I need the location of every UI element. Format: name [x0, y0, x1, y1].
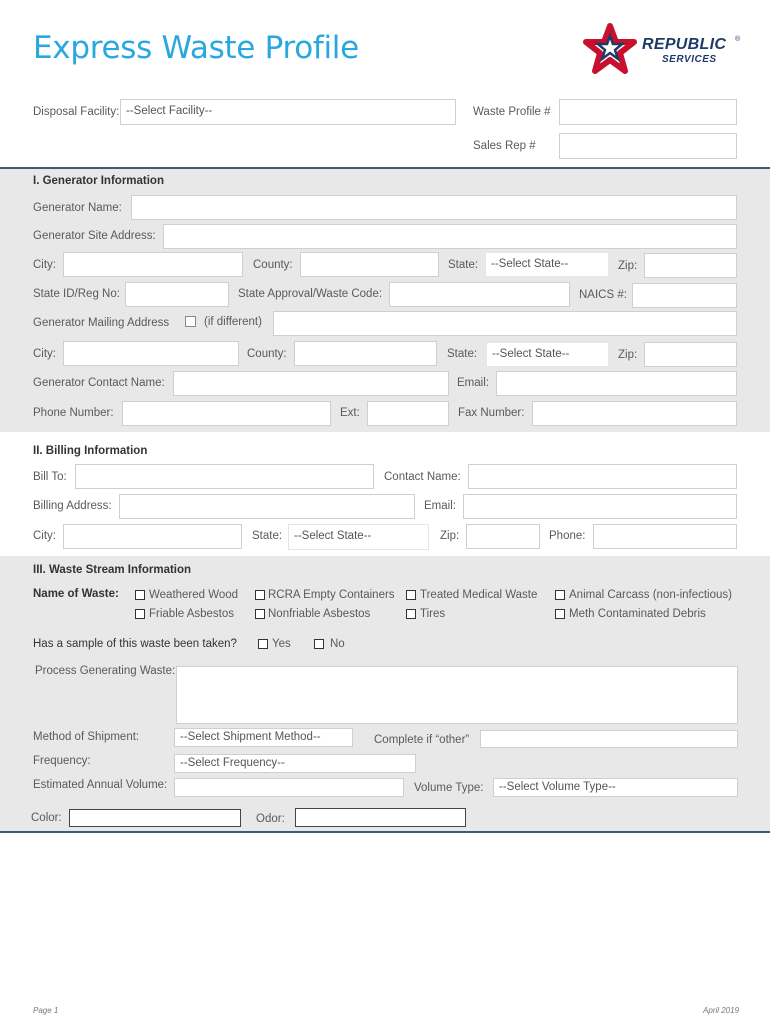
treated-medical-waste-checkbox[interactable]: [406, 590, 416, 600]
zip-input[interactable]: [644, 253, 737, 278]
zip2-label: Zip:: [618, 349, 638, 361]
billing-section: [0, 432, 770, 556]
republic-services-logo: [582, 22, 742, 78]
annual-volume-label: Estimated Annual Volume:: [33, 779, 168, 791]
name-of-waste-label: Name of Waste:: [33, 588, 119, 600]
waste-profile-input[interactable]: [559, 99, 737, 125]
rcra-empty-containers-label: RCRA Empty Containers: [268, 589, 395, 601]
star-logo-icon: [582, 22, 638, 78]
billing-phone-input[interactable]: [593, 524, 737, 549]
friable-asbestos-checkbox[interactable]: [135, 609, 145, 619]
process-generating-label: Process Generating Waste:: [35, 665, 176, 677]
state-id-label: State ID/Reg No:: [33, 288, 120, 300]
other-shipment-input[interactable]: [480, 730, 738, 748]
shipment-method-label: Method of Shipment:: [33, 731, 140, 743]
tires-label: Tires: [420, 608, 446, 620]
volume-type-label: Volume Type:: [414, 782, 484, 794]
bill-to-input[interactable]: [75, 464, 374, 489]
nonfriable-asbestos-checkbox[interactable]: [255, 609, 265, 619]
billing-zip-input[interactable]: [466, 524, 540, 549]
zip2-input[interactable]: [644, 342, 737, 367]
ext-label: Ext:: [340, 407, 360, 419]
generator-name-input[interactable]: [131, 195, 737, 220]
billing-email-label: Email:: [424, 500, 456, 512]
naics-label: NAICS #:: [579, 289, 627, 301]
state-id-input[interactable]: [125, 282, 229, 307]
county-input[interactable]: [300, 252, 439, 277]
state-select[interactable]: --Select State--: [485, 252, 609, 277]
meth-debris-checkbox[interactable]: [555, 609, 565, 619]
page-number: Page 1: [33, 1006, 59, 1015]
disposal-facility-select[interactable]: --Select Facility--: [120, 99, 456, 125]
billing-address-label: Billing Address:: [33, 500, 112, 512]
sample-yes-label: Yes: [272, 638, 291, 650]
contact-name-label: Generator Contact Name:: [33, 377, 165, 389]
bottom-divider: [0, 831, 770, 833]
meth-debris-label: Meth Contaminated Debris: [569, 608, 706, 620]
phone-number-label: Phone Number:: [33, 407, 114, 419]
if-different-checkbox[interactable]: [185, 316, 196, 327]
state2-label: State:: [447, 348, 478, 360]
logo-registered-mark: ®: [735, 36, 741, 43]
sales-rep-input[interactable]: [559, 133, 737, 159]
phone-number-input[interactable]: [122, 401, 331, 426]
city2-label: City:: [33, 348, 56, 360]
odor-label: Odor:: [256, 813, 285, 825]
state-approval-input[interactable]: [389, 282, 570, 307]
billing-contact-input[interactable]: [468, 464, 737, 489]
billing-email-input[interactable]: [463, 494, 737, 519]
billing-state-select[interactable]: --Select State--: [288, 524, 429, 550]
treated-medical-waste-label: Treated Medical Waste: [420, 589, 538, 601]
billing-city-input[interactable]: [63, 524, 242, 549]
waste-profile-label: Waste Profile #: [473, 106, 551, 118]
shipment-method-select[interactable]: --Select Shipment Method--: [174, 728, 353, 747]
email-label: Email:: [457, 377, 489, 389]
sample-no-checkbox[interactable]: [314, 639, 324, 649]
volume-type-select[interactable]: --Select Volume Type--: [493, 778, 738, 797]
process-generating-textarea[interactable]: [176, 666, 738, 724]
waste-stream-section-title: III. Waste Stream Information: [33, 564, 192, 576]
odor-input[interactable]: [295, 808, 466, 827]
billing-section-title: II. Billing Information: [33, 445, 148, 457]
state-approval-label: State Approval/Waste Code:: [238, 288, 383, 300]
state-label: State:: [448, 259, 479, 271]
frequency-label: Frequency:: [33, 755, 91, 767]
mailing-address-input[interactable]: [273, 311, 737, 336]
billing-state-label: State:: [252, 530, 283, 542]
generator-section: [0, 169, 770, 432]
weathered-wood-checkbox[interactable]: [135, 590, 145, 600]
page-title: Express Waste Profile: [33, 30, 359, 66]
billing-city-label: City:: [33, 530, 56, 542]
email-input[interactable]: [496, 371, 737, 396]
county-label: County:: [253, 259, 293, 271]
naics-input[interactable]: [632, 283, 737, 308]
mailing-address-label: Generator Mailing Address: [33, 317, 170, 329]
billing-zip-label: Zip:: [440, 530, 460, 542]
rcra-empty-containers-checkbox[interactable]: [255, 590, 265, 600]
frequency-select[interactable]: --Select Frequency--: [174, 754, 416, 773]
sample-no-label: No: [330, 638, 345, 650]
city-label: City:: [33, 259, 56, 271]
sales-rep-label: Sales Rep #: [473, 140, 536, 152]
disposal-facility-label: Disposal Facility:: [33, 106, 120, 118]
fax-number-label: Fax Number:: [458, 407, 525, 419]
annual-volume-input[interactable]: [174, 778, 404, 797]
sample-yes-checkbox[interactable]: [258, 639, 268, 649]
sample-question-label: Has a sample of this waste been taken?: [33, 638, 237, 650]
generator-section-title: I. Generator Information: [33, 175, 164, 187]
generator-site-address-label: Generator Site Address:: [33, 230, 156, 242]
logo-text-republic: REPUBLIC: [642, 36, 727, 53]
animal-carcass-label: Animal Carcass (non-infectious): [569, 589, 732, 601]
if-different-label: (if different): [204, 316, 262, 328]
ext-input[interactable]: [367, 401, 449, 426]
contact-name-input[interactable]: [173, 371, 449, 396]
friable-asbestos-label: Friable Asbestos: [149, 608, 235, 620]
nonfriable-asbestos-label: Nonfriable Asbestos: [268, 608, 371, 620]
bill-to-label: Bill To:: [33, 471, 67, 483]
weathered-wood-label: Weathered Wood: [149, 589, 239, 601]
city-input[interactable]: [63, 252, 243, 277]
complete-if-other-label: Complete if “other”: [374, 734, 470, 746]
animal-carcass-checkbox[interactable]: [555, 590, 565, 600]
city2-input[interactable]: [63, 341, 239, 366]
generator-site-address-input[interactable]: [163, 224, 737, 249]
waste-stream-section: [0, 556, 770, 831]
fax-number-input[interactable]: [532, 401, 737, 426]
color-input[interactable]: [69, 809, 241, 827]
color-label: Color:: [31, 812, 62, 824]
billing-phone-label: Phone:: [549, 530, 586, 542]
county2-label: County:: [247, 348, 287, 360]
generator-name-label: Generator Name:: [33, 202, 122, 214]
billing-contact-label: Contact Name:: [384, 471, 461, 483]
state2-select[interactable]: --Select State--: [486, 342, 609, 367]
revision-date: April 2019: [703, 1006, 740, 1015]
tires-checkbox[interactable]: [406, 609, 416, 619]
logo-text-services: SERVICES: [662, 54, 717, 65]
billing-address-input[interactable]: [119, 494, 415, 519]
zip-label: Zip:: [618, 260, 638, 272]
county2-input[interactable]: [294, 341, 437, 366]
